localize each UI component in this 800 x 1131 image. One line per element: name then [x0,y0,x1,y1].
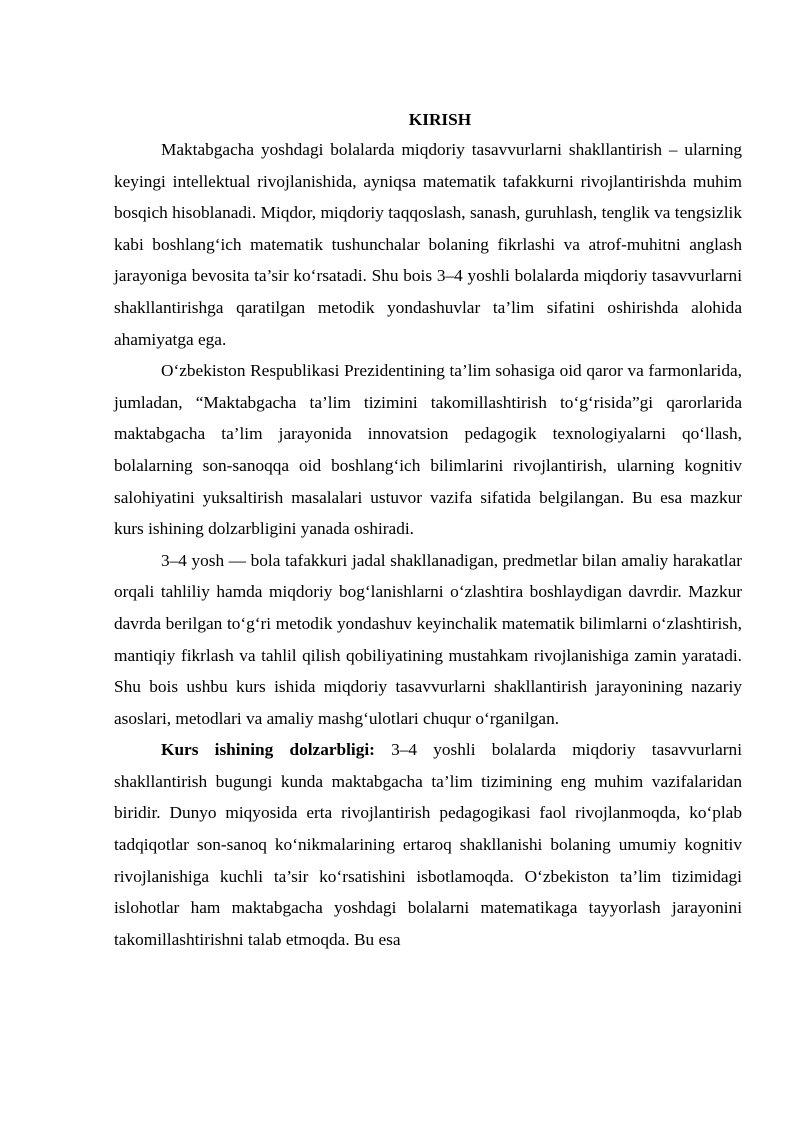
paragraph-relevance [114,734,742,955]
paragraph-decrees: O‘zbekiston Respublikasi Prezidentining ta’lim sohasiga oid qaror va farmonlarida, jumladan, “Maktabgacha ta’lim tizimini takomillashtirish to‘g‘risida”gi qarorlarida maktabgacha ta’lim jarayonida innovatsion pedagogik texnologiyalarni qo‘llash, bolalarning son-sanoqqa oid boshlang‘ich bilimlarini rivojlantirish, ularning kognitiv salohiyatini yuksaltirish masalalari ustuvor vazifa sifatida belgilangan. Bu esa mazkur kurs ishining dolzarbligini yanada oshiradi. [114,361,742,539]
document-title: KIRISH [408,110,472,129]
paragraph-age-period: 3–4 yosh — bola tafakkuri jadal shakllanadigan, predmetlar bilan amaliy harakatlar orqali tahliliy hamda miqdoriy bog‘lanishlarni o‘zlashtira boshlaydigan davrdir. Mazkur davrda berilgan to‘g‘ri metodik yondashuv keyinchalik matematik bilimlarni o‘zlashtirish, mantiqiy fikrlash va tahlil qilish qobiliyatining mustahkam rivojlanishiga zamin yaratadi. Shu bois ushbu kurs ishida miqdoriy tasavvurlarni shakllantirish jarayonining nazariy asoslari, metodlari va amaliy mashg‘ulotlari chuqur o‘rganilgan. [114,550,742,728]
relevance-text: 3–4 yoshli bolalarda miqdoriy tasavvurlarni shakllantirish bugungi kunda maktabgacha ta’lim tizimining eng muhim vazifalaridan biridir. Dunyo miqyosida erta rivojlantirish pedagogikasi faol rivojlanmoqda, ko‘plab tadqiqotlar son-sanoq ko‘nikmalarining ertaroq shakllanishi bolaning umumiy kognitiv rivojlanishiga kuchli ta’sir ko‘rsatishini isbotlamoqda. O‘zbekiston ta’lim tizimidagi islohotlar ham maktabgacha yoshdagi bolalarni matematikaga tayyorlash jarayonini takomillashtirishni talab etmoqda. Bu esa [114,740,743,949]
paragraph-intro: Maktabgacha yoshdagi bolalarda miqdoriy tasavvurlarni shakllantirish – ularning keyingi intellektual rivojlanishida, ayniqsa matematik tafakkurni rivojlantirishda muhim bosqich hisoblanadi. Miqdor, miqdoriy taqqoslash, sanash, guruhlash, tenglik va tengsizlik kabi boshlang‘ich matematik tushunchalar bolaning fikrlashi va atrof-muhitni anglash jarayoniga bevosita ta’sir ko‘rsatadi. Shu bois 3–4 yoshli bolalarda miqdoriy tasavvurlarni shakllantirishga qaratilgan metodik yondashuvlar ta’lim sifatini oshirishda alohida ahamiyatga ega. [114,140,742,349]
document-page [114,110,742,955]
relevance-heading: Kurs ishining dolzarbligi: [161,740,375,760]
